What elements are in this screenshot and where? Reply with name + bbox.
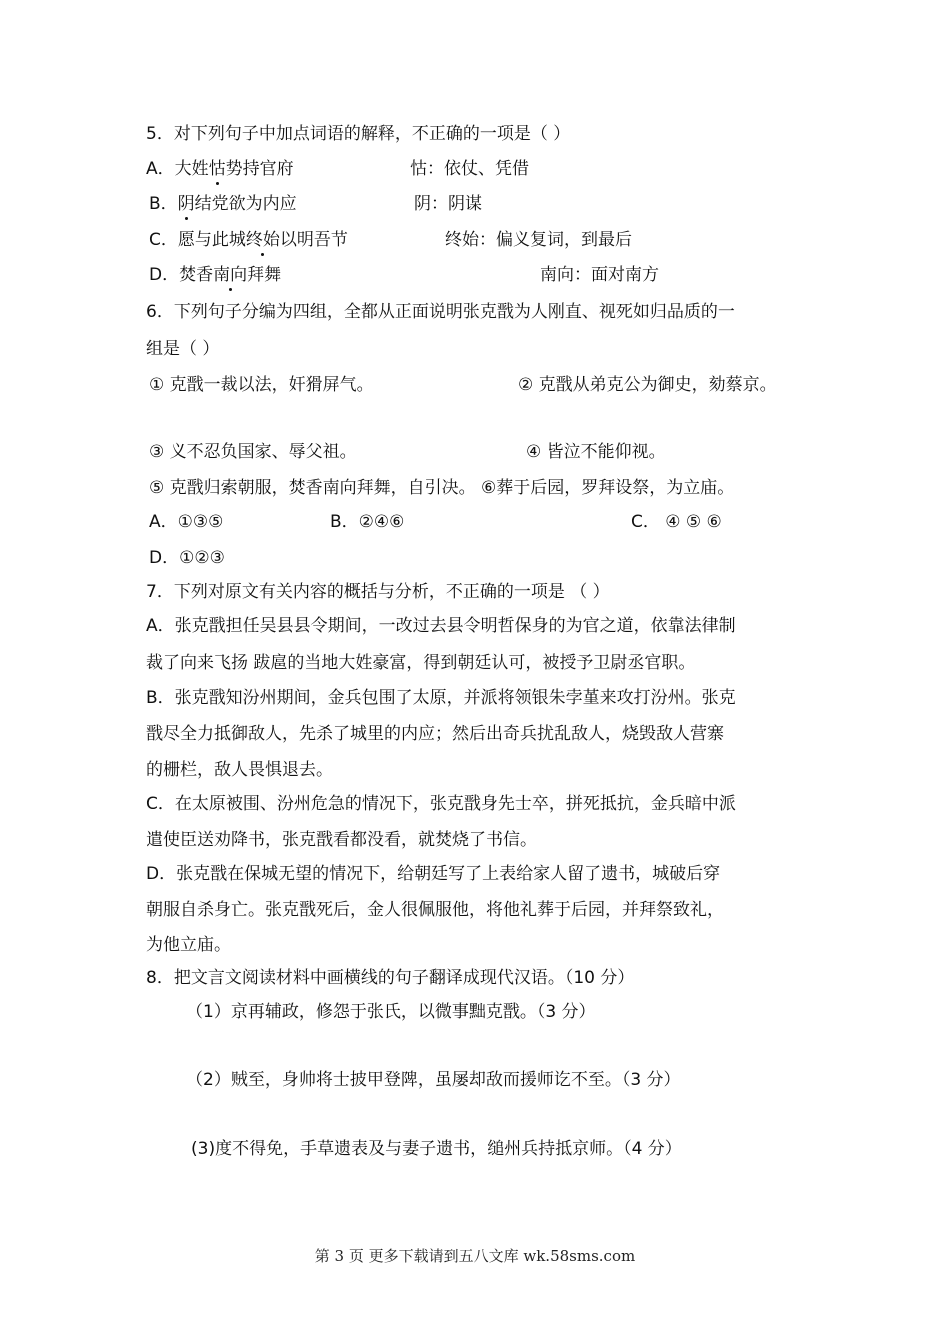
sentence-pre: 愿与此城 [177, 230, 246, 250]
q5-option-a-explanation: 怙：依仗、凭借 [410, 159, 529, 179]
q8-stem: 8．把文言文阅读材料中画横线的句子翻译成现代汉语。（10 分） [146, 968, 635, 988]
q5-option-d-explanation: 南向：面对南方 [540, 265, 659, 285]
q5-option-a [146, 158, 294, 180]
q6-option-d: D．①②③ [149, 548, 225, 568]
q6-stem-line2: 组是（ ） [146, 339, 220, 359]
q6-item-5-6: ⑤ 克戬归索朝服，焚香南向拜舞，自引决。 ⑥葬于后园，罗拜设祭，为立庙。 [149, 478, 735, 498]
q6-option-c: C． ④ ⑤ ⑥ [631, 512, 722, 532]
q7-line: 的栅栏，敌人畏惧退去。 [146, 760, 333, 780]
q6-option-b: B．②④⑥ [330, 512, 405, 532]
q7-line: 遣使臣送劝降书，张克戬看都没看，就焚烧了书信。 [146, 830, 537, 850]
q8-sentence-1: （1）京再辅政，修怨于张氏，以微事黜克戬。（3 分） [186, 1002, 596, 1022]
q7-line: D．张克戬在保城无望的情况下，给朝廷写了上表给家人留了遗书，城破后穿 [146, 864, 721, 884]
q7-line: 朝服自杀身亡。张克戬死后，金人很佩服他，将他礼葬于后园，并拜祭致礼， [146, 900, 724, 920]
q6-stem-line1: 6．下列句子分编为四组，全都从正面说明张克戬为人刚直、视死如归品质的一 [146, 302, 735, 322]
q5-option-b [149, 193, 297, 215]
q5-option-d [149, 264, 281, 286]
q6-item-1: ① 克戬一裁以法，奸猾屏气。 [149, 375, 374, 395]
sentence-post: 结党欲为内应 [194, 194, 297, 214]
q6-option-a: A．①③⑤ [149, 512, 224, 532]
q5-stem: 5．对下列句子中加点词语的解释，不正确的一项是（ ） [146, 124, 571, 144]
sentence-pre: 焚香 [179, 265, 214, 285]
q5-option-b-explanation: 阴：阴谋 [414, 194, 482, 214]
q7-line: A．张克戬担任吴县县令期间，一改过去县令明哲保身的为官之道，依靠法律制 [146, 616, 736, 636]
sentence-post: 势持官府 [225, 159, 294, 179]
q7-line: C．在太原被围、汾州危急的情况下，张克戬身先士卒，拼死抵抗，金兵暗中派 [146, 794, 736, 814]
option-label: A． [146, 159, 175, 179]
option-label: C． [149, 230, 178, 250]
q6-item-3: ③ 义不忍负国家、辱父祖。 [149, 442, 357, 462]
q8-sentence-3: (3)度不得免，手草遗表及与妻子遗书，缒州兵持抵京师。（4 分） [191, 1139, 682, 1159]
q7-line: B．张克戬知汾州期间，金兵包围了太原，并派将领银朱孛堇来攻打汾州。张克 [146, 688, 736, 708]
q6-item-2: ② 克戬从弟克公为御史，劾蔡京。 [518, 375, 777, 395]
q7-line: 为他立庙。 [146, 935, 231, 955]
q7-stem: 7．下列对原文有关内容的概括与分析，不正确的一项是 （ ） [146, 582, 610, 602]
q6-item-4: ④ 皆泣不能仰视。 [526, 442, 666, 462]
q8-sentence-2: （2）贼至，身帅将士披甲登陴，虽屡却敌而援师讫不至。（3 分） [186, 1070, 681, 1090]
q7-line: 戬尽全力抵御敌人，先杀了城里的内应；然后出奇兵扰乱敌人，烧毁敌人营寨 [146, 724, 724, 744]
dotted-word: 阴 [177, 194, 195, 214]
dotted-word: 怙 [208, 159, 226, 179]
page-footer: 第 3 页 更多下载请到五八文库 wk.58sms.com [314, 1247, 636, 1265]
option-label: D． [149, 265, 180, 285]
q7-line: 裁了向来飞扬 跋扈的当地大姓豪富，得到朝廷认可，被授予卫尉丞官职。 [146, 653, 696, 673]
sentence-pre: 大姓 [174, 159, 209, 179]
option-label: B． [149, 194, 178, 214]
q5-option-c-explanation: 终始：偏义复词，到最后 [445, 230, 632, 250]
sentence-post: 以明吾节 [279, 230, 348, 250]
dotted-word: 终始 [245, 230, 280, 250]
q5-option-c [149, 229, 348, 251]
dotted-word: 南向 [213, 265, 248, 285]
sentence-post: 拜舞 [247, 265, 282, 285]
